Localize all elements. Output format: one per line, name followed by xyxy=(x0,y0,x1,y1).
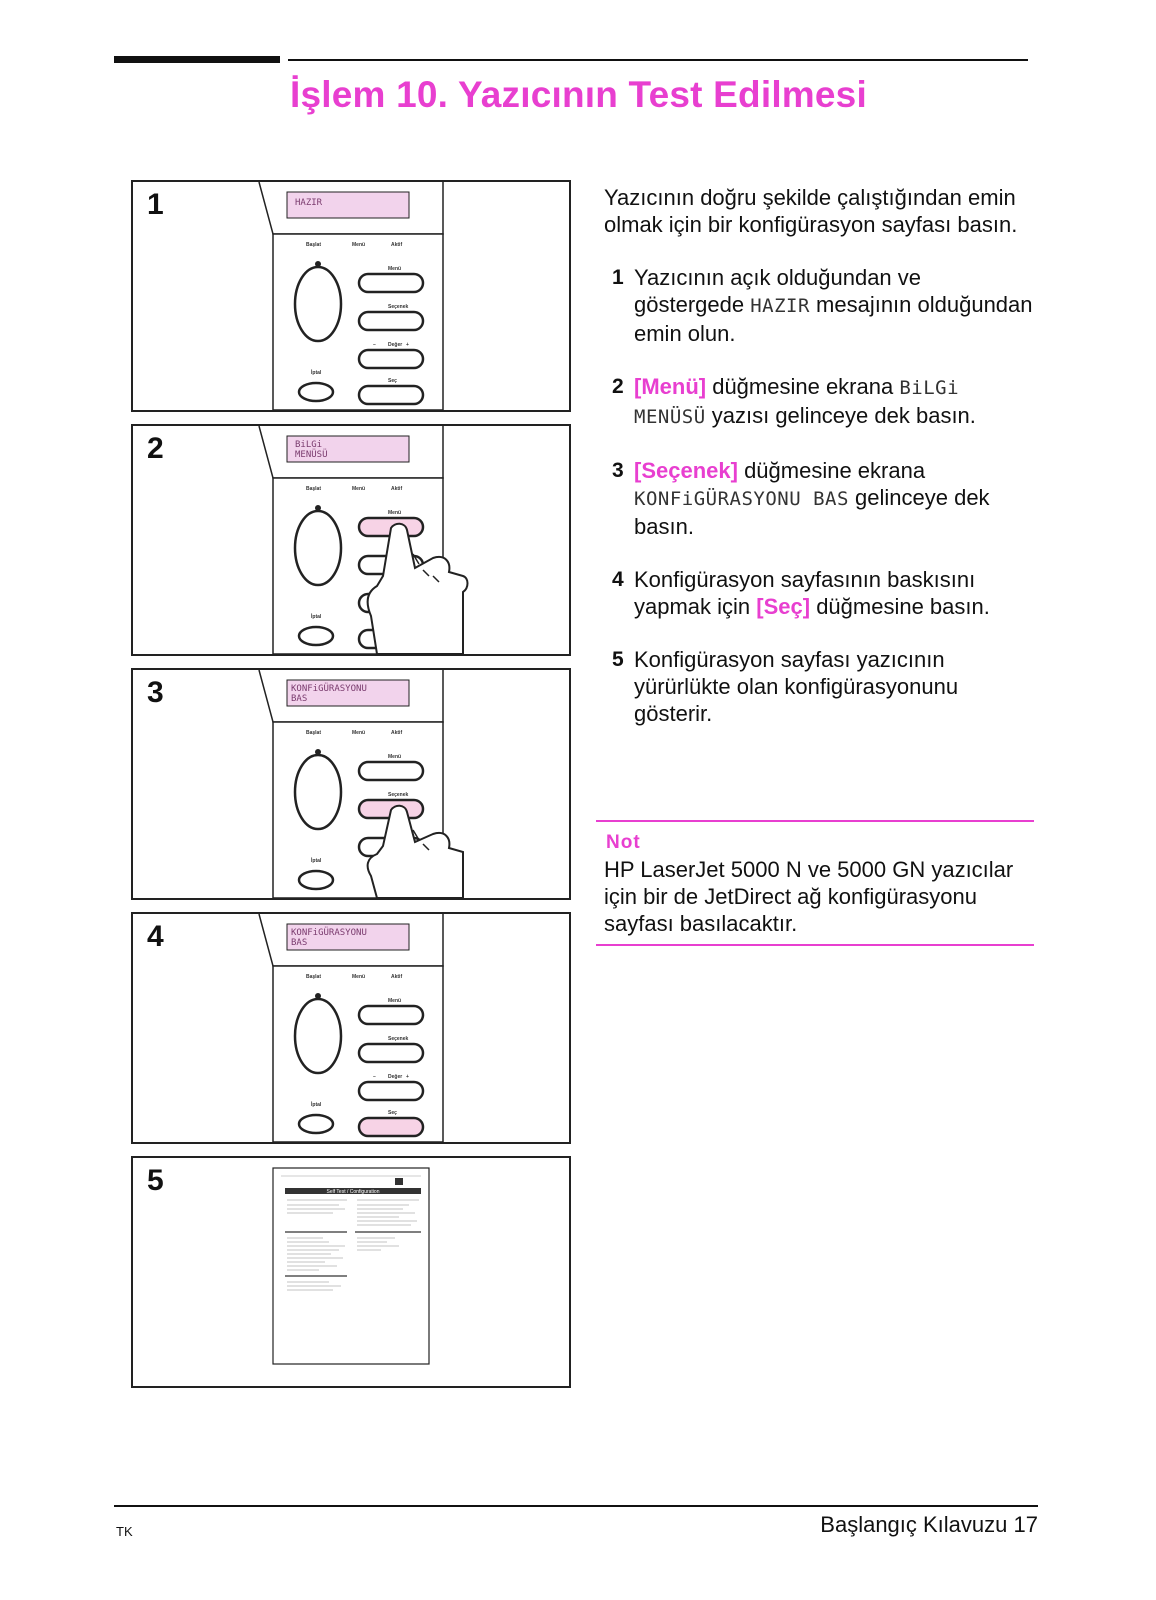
value-button xyxy=(359,1082,423,1100)
note-text: HP LaserJet 5000 N ve 5000 GN yazıcılar için bir de JetDirect ağ konfigürasyonu sayfası basılacaktır. xyxy=(604,857,1014,936)
svg-text:Menü: Menü xyxy=(352,486,366,492)
value-button xyxy=(359,350,423,368)
svg-text:Seçenek: Seçenek xyxy=(388,304,409,310)
step-panel-4 xyxy=(131,912,571,1144)
svg-text:Başlat: Başlat xyxy=(306,486,322,492)
note-title: Not xyxy=(606,832,641,853)
svg-text:Menü: Menü xyxy=(352,730,366,736)
menu-button xyxy=(359,274,423,292)
select-button xyxy=(359,386,423,404)
svg-text:İptal: İptal xyxy=(311,1102,322,1108)
guide-name: Başlangıç Kılavuzu xyxy=(820,1512,1008,1537)
svg-text:Başlat: Başlat xyxy=(306,242,322,248)
svg-text:Seç: Seç xyxy=(388,1110,397,1116)
svg-text:Aktif: Aktif xyxy=(391,730,403,736)
panel-number: 2 xyxy=(147,432,164,465)
svg-text:–: – xyxy=(373,342,376,348)
panel-number: 1 xyxy=(147,188,164,221)
svg-text:+: + xyxy=(406,1074,409,1080)
svg-text:Menü: Menü xyxy=(388,510,402,516)
svg-text:Menü: Menü xyxy=(388,266,402,272)
note-rule-top xyxy=(596,820,1034,822)
lcd-line-1: KONFiGÜRASYONU xyxy=(291,928,367,938)
page-number: 17 xyxy=(1013,1512,1038,1537)
cancel-button xyxy=(299,383,333,401)
lcd-line-2: BAS xyxy=(291,938,308,948)
footer-language-code: TK xyxy=(116,1524,133,1539)
cancel-button xyxy=(299,871,333,889)
svg-text:Seçenek: Seçenek xyxy=(388,792,409,798)
printer-control-panel xyxy=(133,182,569,410)
step-panel-3 xyxy=(131,668,571,900)
panel-number: 5 xyxy=(147,1164,164,1197)
svg-text:Aktif: Aktif xyxy=(391,242,403,248)
go-button xyxy=(295,511,341,585)
go-button xyxy=(295,999,341,1073)
svg-text:Aktif: Aktif xyxy=(391,974,403,980)
step-5: 5 Konfigürasyon sayfası yazıcının yürürlükte olan konfigürasyonunu gösterir. xyxy=(612,647,959,726)
svg-text:Başlat: Başlat xyxy=(306,974,322,980)
step-1: 1 Yazıcının açık olduğundan ve göstergede HAZIR mesajının olduğundan emin olun. xyxy=(612,265,1033,346)
svg-text:Menü: Menü xyxy=(388,754,402,760)
header-rule-thick xyxy=(114,56,280,63)
lcd-line-2: MENÜSÜ xyxy=(295,450,328,460)
lcd-line-1: HAZIR xyxy=(295,198,323,208)
go-button xyxy=(295,267,341,341)
svg-text:Değer: Değer xyxy=(388,1074,403,1080)
step-panel-2 xyxy=(131,424,571,656)
select-button-pressed xyxy=(359,1118,423,1136)
svg-text:Menü: Menü xyxy=(352,242,366,248)
page-title: İşlem 10. Yazıcının Test Edilmesi xyxy=(290,74,867,115)
intro-text: Yazıcının doğru şekilde çalıştığından emin olmak için bir konfigürasyon sayfası basın. xyxy=(604,185,1018,237)
configuration-page-illustration xyxy=(133,1158,569,1386)
svg-text:–: – xyxy=(373,1074,376,1080)
step-2: 2 [Menü] düğmesine ekrana BiLGi MENÜSÜ yazısı gelinceye dek basın. xyxy=(612,374,976,428)
svg-text:İptal: İptal xyxy=(311,370,322,376)
svg-text:Değer: Değer xyxy=(388,342,403,348)
lcd-line-1: KONFiGÜRASYONU xyxy=(291,684,367,694)
note-rule-bottom xyxy=(596,944,1034,946)
svg-text:+: + xyxy=(406,342,409,348)
printer-control-panel xyxy=(133,426,569,654)
step-4: 4 Konfigürasyon sayfasının baskısını yapmak için [Seç] düğmesine basın. xyxy=(612,567,990,619)
item-button xyxy=(359,1044,423,1062)
cancel-button xyxy=(299,627,333,645)
footer-guide xyxy=(820,1512,1038,1538)
svg-text:Seçenek: Seçenek xyxy=(388,1036,409,1042)
step-3: 3 [Seçenek] düğmesine ekrana KONFiGÜRASYONU BAS gelinceye dek basın. xyxy=(612,458,990,539)
lcd-line-1: BiLGi xyxy=(295,440,323,450)
footer-rule xyxy=(114,1505,1038,1507)
menu-button xyxy=(359,1006,423,1024)
cancel-button xyxy=(299,1115,333,1133)
step-panel-5 xyxy=(131,1156,571,1388)
step-panel-1 xyxy=(131,180,571,412)
panel-number: 3 xyxy=(147,676,164,709)
lcd-line-2: BAS xyxy=(291,694,308,704)
menu-button xyxy=(359,762,423,780)
svg-text:İptal: İptal xyxy=(311,858,322,864)
svg-text:İptal: İptal xyxy=(311,614,322,620)
svg-text:Başlat: Başlat xyxy=(306,730,322,736)
svg-text:Aktif: Aktif xyxy=(391,486,403,492)
svg-text:Menü: Menü xyxy=(388,998,402,1004)
svg-text:Menü: Menü xyxy=(352,974,366,980)
item-button xyxy=(359,312,423,330)
header-rule-thin xyxy=(288,59,1028,61)
panel-number: 4 xyxy=(147,920,164,953)
svg-text:Self Test / Configuration: Self Test / Configuration xyxy=(326,1189,380,1195)
printer-control-panel xyxy=(133,914,569,1142)
printer-control-panel xyxy=(133,670,569,898)
svg-text:Seç: Seç xyxy=(388,378,397,384)
go-button xyxy=(295,755,341,829)
instructions xyxy=(604,184,1034,753)
